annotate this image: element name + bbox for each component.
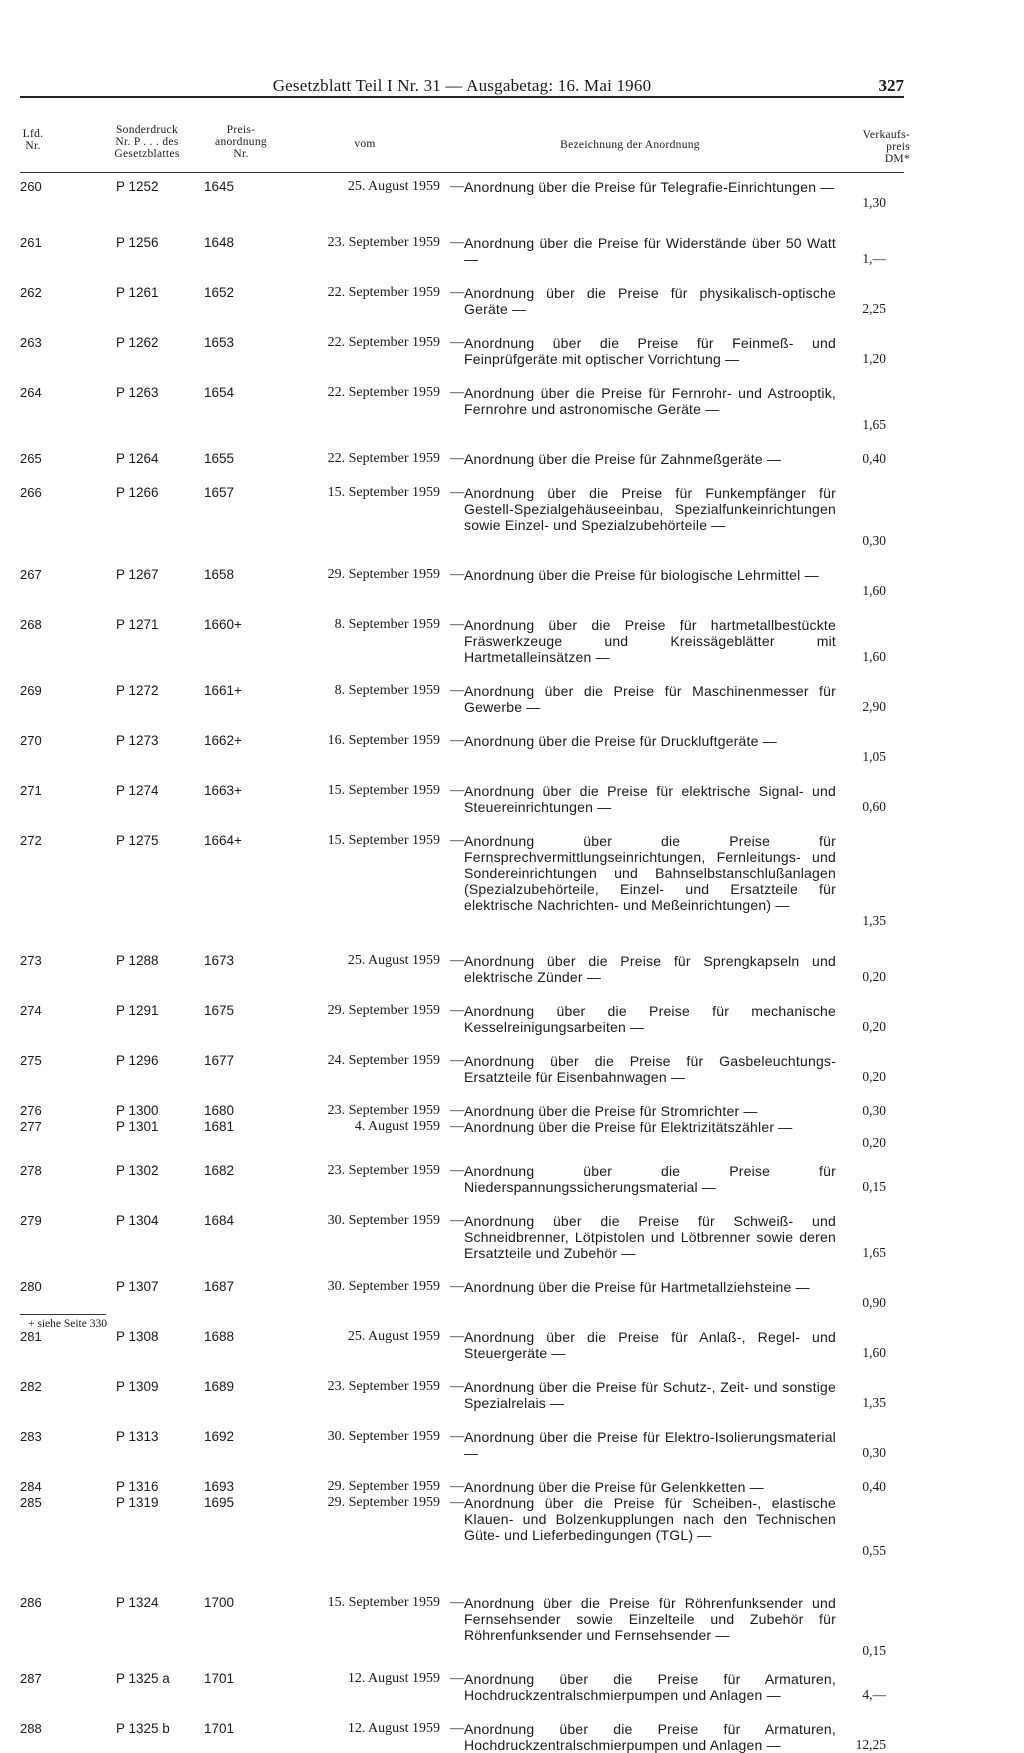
preisanordnung-cell: 1675 [204, 1003, 235, 1018]
description-cell: Anordnung über die Preise für Fernrohr- und Astrooptik, Fernrohre und astronomische Geräte — [464, 385, 836, 417]
preisanordnung-cell: 1682 [204, 1163, 235, 1178]
preisanordnung-cell: 1681 [204, 1119, 235, 1134]
date-cell: 24. September 1959 [327, 1053, 440, 1068]
price-cell: 0,55 [862, 1543, 886, 1558]
description-cell: Anordnung über die Preise für Funkempfänger für Gestell-Spezialgehäuseeinbau, Spezialfunkeinrichtungen sowie Einzel- und Spezialzubehörteile — [464, 485, 836, 533]
price-cell: 2,25 [862, 301, 886, 316]
col-header-sonderdruck: Sonderdruck Nr. P . . . des Gesetzblattes [114, 124, 180, 160]
price-cell: 0,90 [862, 1295, 886, 1310]
table-row [20, 1119, 904, 1151]
sonderdruck-cell: P 1308 [116, 1329, 159, 1344]
lfd-cell: 262 [20, 285, 42, 300]
lfd-cell: 273 [20, 953, 42, 968]
sonderdruck-cell: P 1313 [116, 1429, 159, 1444]
table-row [20, 1053, 904, 1085]
sonderdruck-cell: P 1304 [116, 1213, 159, 1228]
leading-dash: — [450, 1119, 464, 1134]
description-cell: Anordnung über die Preise für Sprengkapseln und elektrische Zünder — [464, 953, 836, 985]
date-cell: 16. September 1959 [327, 733, 440, 748]
description-cell: Anordnung über die Preise für biologische Lehrmittel — [464, 567, 819, 583]
table-row [20, 1103, 904, 1119]
preisanordnung-cell: 1653 [204, 335, 235, 350]
sonderdruck-cell: P 1309 [116, 1379, 159, 1394]
description-cell: Anordnung über die Preise für Hartmetallziehsteine — [464, 1279, 810, 1295]
sonderdruck-cell: P 1324 [116, 1595, 159, 1610]
lfd-cell: 277 [20, 1119, 42, 1134]
leading-dash: — [450, 385, 464, 400]
sonderdruck-cell: P 1316 [116, 1479, 159, 1494]
table-row [20, 1495, 904, 1559]
lfd-cell: 270 [20, 733, 42, 748]
lfd-cell: 266 [20, 485, 42, 500]
preisanordnung-cell: 1655 [204, 451, 235, 466]
table-row [20, 451, 904, 467]
preisanordnung-cell: 1654 [204, 385, 235, 400]
date-cell: 23. September 1959 [327, 1379, 440, 1394]
page-title: Gesetzblatt Teil I Nr. 31 — Ausgabetag: 16. Mai 1960 [272, 76, 652, 95]
price-cell: 1,35 [862, 1395, 886, 1410]
price-cell: 0,20 [862, 1019, 886, 1034]
description-cell: Anordnung über die Preise für Gasbeleuchtungs-Ersatzteile für Eisenbahnwagen — [464, 1053, 836, 1085]
ordinance-table [20, 179, 904, 1753]
table-row [20, 1163, 904, 1195]
date-cell: 15. September 1959 [327, 485, 440, 500]
date-cell: 12. August 1959 [347, 1721, 440, 1736]
sonderdruck-cell: P 1263 [116, 385, 159, 400]
date-cell: 23. September 1959 [327, 235, 440, 250]
date-cell: 25. August 1959 [347, 953, 440, 968]
col-header-bezeichnung: Bezeichnung der Anordnung [560, 139, 700, 151]
footnote-rule [20, 1314, 106, 1315]
lfd-cell: 287 [20, 1671, 42, 1686]
lfd-cell: 265 [20, 451, 42, 466]
description-cell: Anordnung über die Preise für Anlaß-, Regel- und Steuergeräte — [464, 1329, 836, 1361]
price-cell: 1,30 [862, 195, 886, 210]
leading-dash: — [450, 617, 464, 632]
table-row [20, 733, 904, 765]
preisanordnung-cell: 1695 [204, 1495, 235, 1510]
price-cell: 1,60 [862, 1345, 886, 1360]
preisanordnung-cell: 1700 [204, 1595, 235, 1610]
sonderdruck-cell: P 1319 [116, 1495, 159, 1510]
description-cell: Anordnung über die Preise für Schweiß- und Schneidbrenner, Lötpistolen und Lötbrenner sowie deren Ersatzteile und Zubehör — [464, 1213, 836, 1261]
sonderdruck-cell: P 1264 [116, 451, 159, 466]
leading-dash: — [450, 1379, 464, 1394]
preisanordnung-cell: 1661+ [204, 683, 242, 698]
date-cell: 30. September 1959 [327, 1213, 440, 1228]
lfd-cell: 268 [20, 617, 42, 632]
date-cell: 8. September 1959 [334, 683, 440, 698]
date-cell: 23. September 1959 [327, 1103, 440, 1118]
description-cell: Anordnung über die Preise für Fernsprechvermittlungseinrichtungen, Fernleitungs- und Sondereinrichtungen und Bahnselbstanschlußanlagen (Spezialzubehörteile, Einzel- und Ersatzteile für elektrische Nachrichten- und Meßeinrichtungen) — [464, 833, 836, 913]
lfd-cell: 263 [20, 335, 42, 350]
date-cell: 29. September 1959 [327, 1003, 440, 1018]
price-cell: 2,90 [862, 699, 886, 714]
description-cell: Anordnung über die Preise für Elektro-Isolierungsmaterial — [464, 1429, 836, 1461]
preisanordnung-cell: 1684 [204, 1213, 235, 1228]
table-row [20, 833, 904, 929]
col-header-vom: vom [354, 138, 376, 150]
leading-dash: — [450, 1429, 464, 1444]
date-cell: 4. August 1959 [354, 1119, 440, 1134]
col-header-lfd: Lfd. Nr. [22, 128, 44, 152]
lfd-cell: 271 [20, 783, 42, 798]
preisanordnung-cell: 1701 [204, 1671, 235, 1686]
lfd-cell: 269 [20, 683, 42, 698]
date-cell: 15. September 1959 [327, 783, 440, 798]
leading-dash: — [450, 1721, 464, 1736]
leading-dash: — [450, 285, 464, 300]
description-cell: Anordnung über die Preise für Niederspannungssicherungsmaterial — [464, 1163, 836, 1195]
description-cell: Anordnung über die Preise für Zahnmeßgeräte — [464, 451, 782, 467]
preisanordnung-cell: 1657 [204, 485, 235, 500]
leading-dash: — [450, 1329, 464, 1344]
table-row [20, 1379, 904, 1411]
price-cell: 0,30 [862, 1103, 886, 1118]
description-cell: Anordnung über die Preise für Telegrafie-Einrichtungen — [464, 179, 835, 195]
preisanordnung-cell: 1687 [204, 1279, 235, 1294]
lfd-cell: 261 [20, 235, 42, 250]
leading-dash: — [450, 833, 464, 848]
page-header [20, 76, 904, 98]
preisanordnung-cell: 1677 [204, 1053, 235, 1068]
description-cell: Anordnung über die Preise für Scheiben-, elastische Klauen- und Bolzenkupplungen nach den Technischen Güte- und Lieferbedingungen (TGL) — [464, 1495, 836, 1543]
price-cell: 0,20 [862, 1135, 886, 1150]
table-row [20, 617, 904, 665]
description-cell: Anordnung über die Preise für hartmetallbestückte Fräswerkzeuge und Kreissägeblätter mit Hartmetalleinsätzen — [464, 617, 836, 665]
leading-dash: — [450, 1053, 464, 1068]
description-cell: Anordnung über die Preise für Gelenkketten — [464, 1479, 764, 1495]
sonderdruck-cell: P 1262 [116, 335, 159, 350]
preisanordnung-cell: 1660+ [204, 617, 242, 632]
leading-dash: — [450, 485, 464, 500]
leading-dash: — [450, 683, 464, 698]
lfd-cell: 264 [20, 385, 42, 400]
sonderdruck-cell: P 1301 [116, 1119, 159, 1134]
description-cell: Anordnung über die Preise für Elektrizitätszähler — [464, 1119, 793, 1135]
page-number: 327 [878, 76, 904, 95]
preisanordnung-cell: 1693 [204, 1479, 235, 1494]
description-cell: Anordnung über die Preise für elektrische Signal- und Steuereinrichtungen — [464, 783, 836, 815]
preisanordnung-cell: 1664+ [204, 833, 242, 848]
column-headers [20, 124, 910, 168]
col-header-preisanordnung: Preis- anordnung Nr. [215, 124, 267, 160]
leading-dash: — [450, 1003, 464, 1018]
table-row [20, 1595, 904, 1659]
price-cell: 0,15 [862, 1179, 886, 1194]
table-row [20, 1671, 904, 1703]
preisanordnung-cell: 1692 [204, 1429, 235, 1444]
leading-dash: — [450, 179, 464, 194]
sonderdruck-cell: P 1267 [116, 567, 159, 582]
leading-dash: — [450, 1495, 464, 1510]
preisanordnung-cell: 1663+ [204, 783, 242, 798]
table-row [20, 1003, 904, 1035]
leading-dash: — [450, 1279, 464, 1294]
date-cell: 8. September 1959 [334, 617, 440, 632]
leading-dash: — [450, 451, 464, 466]
date-cell: 29. September 1959 [327, 1495, 440, 1510]
preisanordnung-cell: 1673 [204, 953, 235, 968]
sonderdruck-cell: P 1325 b [116, 1721, 170, 1736]
sonderdruck-cell: P 1261 [116, 285, 159, 300]
sonderdruck-cell: P 1256 [116, 235, 159, 250]
table-row [20, 335, 904, 367]
lfd-cell: 285 [20, 1495, 42, 1510]
description-cell: Anordnung über die Preise für Armaturen, Hochdruckzentralschmierpumpen und Anlagen — [464, 1721, 836, 1753]
date-cell: 15. September 1959 [327, 833, 440, 848]
price-cell: 0,40 [862, 451, 886, 466]
date-cell: 25. August 1959 [347, 1329, 440, 1344]
lfd-cell: 284 [20, 1479, 42, 1494]
footnote: + siehe Seite 330 [28, 1318, 107, 1330]
preisanordnung-cell: 1689 [204, 1379, 235, 1394]
price-cell: 1,60 [862, 649, 886, 664]
price-cell: 0,30 [862, 1445, 886, 1460]
leading-dash: — [450, 1595, 464, 1610]
table-row [20, 783, 904, 815]
lfd-cell: 283 [20, 1429, 42, 1444]
description-cell: Anordnung über die Preise für Schutz-, Zeit- und sonstige Spezialrelais — [464, 1379, 836, 1411]
description-cell: Anordnung über die Preise für physikalisch-optische Geräte — [464, 285, 836, 317]
price-cell: 1,35 [862, 913, 886, 928]
price-cell: 0,30 [862, 533, 886, 548]
sonderdruck-cell: P 1296 [116, 1053, 159, 1068]
preisanordnung-cell: 1658 [204, 567, 235, 582]
sonderdruck-cell: P 1300 [116, 1103, 159, 1118]
leading-dash: — [450, 1103, 464, 1118]
leading-dash: — [450, 953, 464, 968]
table-row [20, 285, 904, 317]
description-cell: Anordnung über die Preise für Armaturen, Hochdruckzentralschmierpumpen und Anlagen — [464, 1671, 836, 1703]
date-cell: 22. September 1959 [327, 385, 440, 400]
price-cell: 0,15 [862, 1643, 886, 1658]
sonderdruck-cell: P 1275 [116, 833, 159, 848]
lfd-cell: 274 [20, 1003, 42, 1018]
date-cell: 15. September 1959 [327, 1595, 440, 1610]
table-row [20, 1479, 904, 1495]
header-rule [20, 96, 904, 98]
table-row [20, 1329, 904, 1361]
description-cell: Anordnung über die Preise für Röhrenfunksender und Fernsehsender sowie Einzelteile und Zubehör für Röhrenfunksender und Fernsehsender — [464, 1595, 836, 1643]
date-cell: 29. September 1959 [327, 1479, 440, 1494]
table-row [20, 1721, 904, 1753]
price-cell: 1,05 [862, 749, 886, 764]
description-cell: Anordnung über die Preise für Stromrichter — [464, 1103, 758, 1119]
date-cell: 22. September 1959 [327, 285, 440, 300]
column-header-rule [20, 172, 904, 173]
leading-dash: — [450, 1671, 464, 1686]
lfd-cell: 281 [20, 1329, 42, 1344]
price-cell: 1,— [862, 251, 886, 266]
date-cell: 25. August 1959 [347, 179, 440, 194]
leading-dash: — [450, 783, 464, 798]
price-cell: 0,60 [862, 799, 886, 814]
description-cell: Anordnung über die Preise für Widerstände über 50 Watt — [464, 235, 836, 267]
leading-dash: — [450, 235, 464, 250]
date-cell: 23. September 1959 [327, 1163, 440, 1178]
sonderdruck-cell: P 1252 [116, 179, 159, 194]
preisanordnung-cell: 1701 [204, 1721, 235, 1736]
description-cell: Anordnung über die Preise für Maschinenmesser für Gewerbe — [464, 683, 836, 715]
sonderdruck-cell: P 1307 [116, 1279, 159, 1294]
preisanordnung-cell: 1652 [204, 285, 235, 300]
lfd-cell: 260 [20, 179, 42, 194]
price-cell: 1,60 [862, 583, 886, 598]
lfd-cell: 286 [20, 1595, 42, 1610]
table-row [20, 953, 904, 985]
table-row [20, 179, 904, 211]
description-cell: Anordnung über die Preise für mechanische Kesselreinigungsarbeiten — [464, 1003, 836, 1035]
sonderdruck-cell: P 1325 a [116, 1671, 170, 1686]
price-cell: 0,20 [862, 969, 886, 984]
lfd-cell: 275 [20, 1053, 42, 1068]
lfd-cell: 276 [20, 1103, 42, 1118]
table-row [20, 567, 904, 599]
price-cell: 0,40 [862, 1479, 886, 1494]
date-cell: 22. September 1959 [327, 335, 440, 350]
lfd-cell: 280 [20, 1279, 42, 1294]
sonderdruck-cell: P 1291 [116, 1003, 159, 1018]
preisanordnung-cell: 1645 [204, 179, 235, 194]
date-cell: 30. September 1959 [327, 1279, 440, 1294]
leading-dash: — [450, 1479, 464, 1494]
leading-dash: — [450, 1213, 464, 1228]
sonderdruck-cell: P 1272 [116, 683, 159, 698]
date-cell: 12. August 1959 [347, 1671, 440, 1686]
leading-dash: — [450, 733, 464, 748]
sonderdruck-cell: P 1302 [116, 1163, 159, 1178]
table-row [20, 485, 904, 549]
sonderdruck-cell: P 1288 [116, 953, 159, 968]
date-cell: 22. September 1959 [327, 451, 440, 466]
sonderdruck-cell: P 1274 [116, 783, 159, 798]
table-row [20, 235, 904, 267]
lfd-cell: 278 [20, 1163, 42, 1178]
price-cell: 0,20 [862, 1069, 886, 1084]
price-cell: 4,— [862, 1687, 886, 1702]
price-cell: 12,25 [855, 1737, 886, 1752]
table-row [20, 385, 904, 433]
table-row [20, 1213, 904, 1261]
price-cell: 1,65 [862, 1245, 886, 1260]
preisanordnung-cell: 1662+ [204, 733, 242, 748]
col-header-verkaufspreis: Verkaufs- preis DM* [862, 129, 910, 165]
description-cell: Anordnung über die Preise für Druckluftgeräte — [464, 733, 777, 749]
price-cell: 1,20 [862, 351, 886, 366]
lfd-cell: 282 [20, 1379, 42, 1394]
lfd-cell: 288 [20, 1721, 42, 1736]
leading-dash: — [450, 335, 464, 350]
sonderdruck-cell: P 1266 [116, 485, 159, 500]
lfd-cell: 279 [20, 1213, 42, 1228]
leading-dash: — [450, 567, 464, 582]
leading-dash: — [450, 1163, 464, 1178]
table-row [20, 683, 904, 715]
description-cell: Anordnung über die Preise für Feinmeß- und Feinprüfgeräte mit optischer Vorrichtung — [464, 335, 836, 367]
sonderdruck-cell: P 1271 [116, 617, 159, 632]
lfd-cell: 272 [20, 833, 42, 848]
table-row [20, 1429, 904, 1461]
sonderdruck-cell: P 1273 [116, 733, 159, 748]
lfd-cell: 267 [20, 567, 42, 582]
preisanordnung-cell: 1688 [204, 1329, 235, 1344]
preisanordnung-cell: 1680 [204, 1103, 235, 1118]
date-cell: 30. September 1959 [327, 1429, 440, 1444]
date-cell: 29. September 1959 [327, 567, 440, 582]
price-cell: 1,65 [862, 417, 886, 432]
preisanordnung-cell: 1648 [204, 235, 235, 250]
table-row [20, 1279, 904, 1311]
